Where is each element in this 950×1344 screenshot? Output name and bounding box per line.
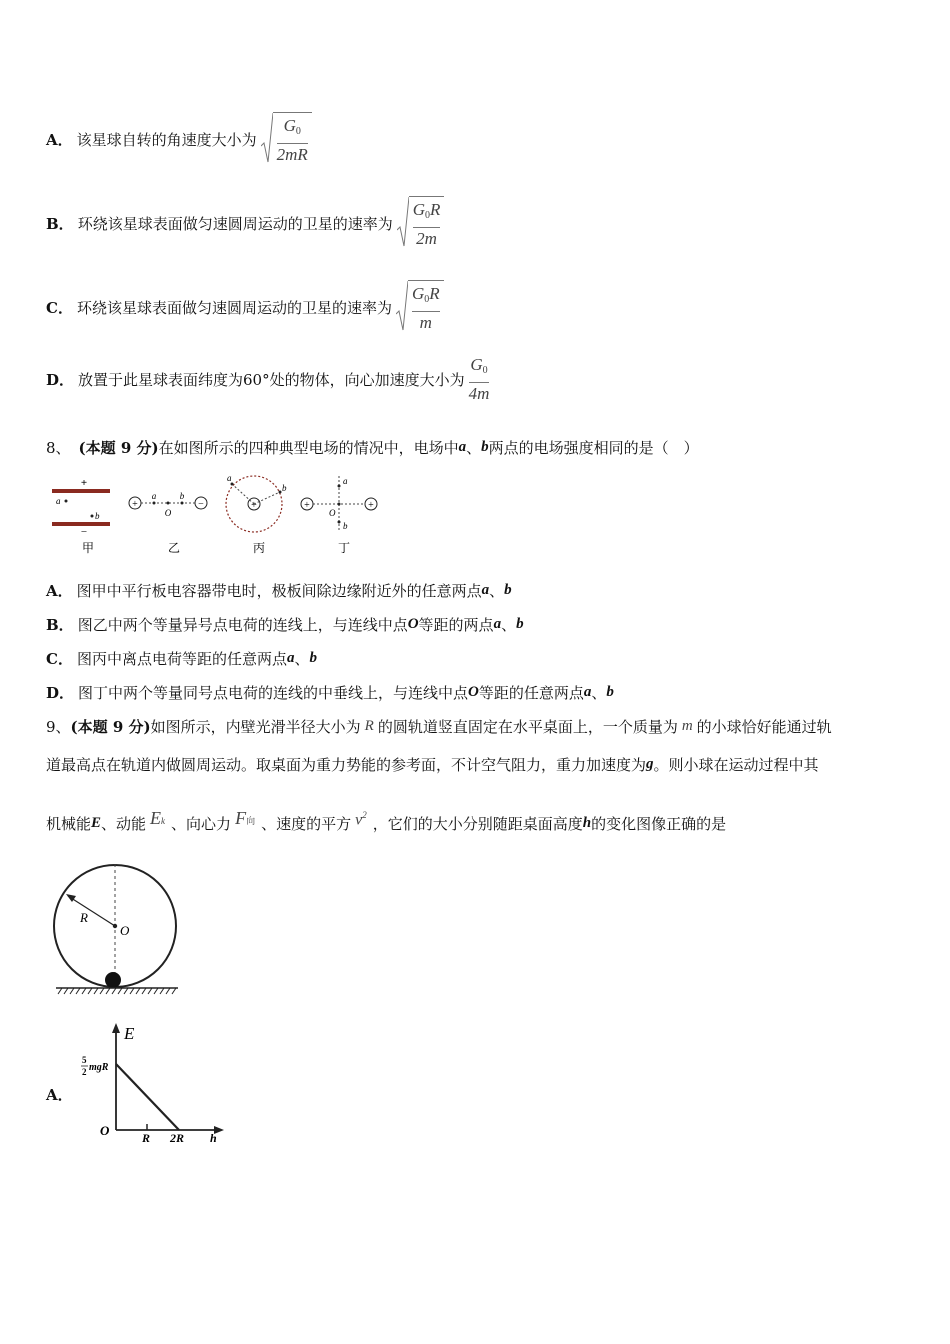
option-text-2: 等距的两点	[418, 616, 494, 634]
minus-sign: −	[80, 526, 88, 538]
numerator: G	[412, 200, 425, 219]
point-b-label: b	[179, 491, 185, 501]
plus-charge: +	[251, 500, 257, 511]
symbol-e: E	[91, 815, 102, 831]
figure-ding	[301, 476, 377, 555]
point-b: b	[481, 439, 489, 455]
denominator: 2mR	[276, 145, 308, 164]
figure-label-yi: 乙	[167, 541, 181, 555]
symbol-r: R	[364, 718, 374, 734]
option-letter: A．	[46, 582, 73, 600]
numerator-tail: R	[429, 200, 441, 219]
minus-charge: −	[198, 499, 204, 510]
point-o-label: O	[329, 508, 336, 518]
q8-stem	[46, 437, 699, 458]
symbol-h: h	[582, 815, 592, 831]
separator: 、	[489, 582, 505, 600]
stem-text: 在如图所示的四种典型电场的情况中，电场中	[158, 439, 459, 457]
option-letter: D．	[46, 371, 75, 389]
question-number: 9、	[46, 718, 71, 736]
point-b-label: b	[343, 521, 348, 531]
stem-text: 、速度的平方	[261, 815, 352, 833]
sqrt-formula	[261, 112, 312, 166]
symbol-ek: Ek	[150, 808, 166, 828]
point-a: a	[458, 439, 467, 455]
subscript: 0	[482, 365, 488, 376]
point-b: b	[309, 650, 317, 666]
point-o-label: O	[164, 508, 172, 518]
stem-text: 。则小球在运动过程中其	[653, 756, 819, 774]
point-a-label: a	[343, 476, 348, 486]
figure-bing	[226, 473, 287, 555]
separator: 、	[466, 439, 482, 457]
point-a: a	[481, 582, 490, 598]
stem-text-end: 两点的电场强度相同的是（ ）	[488, 439, 699, 457]
separator: 、	[501, 616, 517, 634]
q9-stem-line-1	[46, 716, 832, 737]
q8-option-b[interactable]	[46, 614, 524, 635]
point-a: a	[493, 616, 502, 632]
symbol-f: F向	[235, 808, 256, 828]
y-value-denominator: 2	[82, 1067, 87, 1077]
option-text: 图丙中离点电荷等距的任意两点	[76, 650, 287, 668]
figure-label-jia: 甲	[81, 541, 95, 555]
origin-label: O	[100, 1123, 110, 1138]
option-letter: C．	[46, 650, 73, 668]
symbol-v2: $v^2$	[355, 809, 367, 829]
point-b: b	[504, 582, 512, 598]
plus-charge: +	[132, 499, 138, 510]
question-number: 8、	[46, 439, 71, 457]
symbol-g: g	[646, 756, 654, 772]
y-axis-label: E	[124, 1024, 135, 1043]
q8-option-c[interactable]	[46, 648, 317, 669]
figure-label-ding: 丁	[337, 541, 351, 555]
denominator: 2m	[416, 229, 437, 248]
option-text: 环绕该星球表面做匀速圆周运动的卫星的速率为	[76, 298, 392, 317]
q7-option-a[interactable]	[46, 112, 312, 166]
point-b: b	[606, 684, 614, 700]
question-score: (本题 9 分)	[70, 718, 151, 736]
denominator: 4m	[468, 384, 490, 403]
point-a: a	[583, 684, 592, 700]
plus-charge: +	[368, 500, 374, 511]
q9-stem-line-2	[46, 754, 819, 775]
stem-text: 道最高点在轨道内做圆周运动。取桌面为重力势能的参考面，不计空气阻力，重力加速度为	[46, 756, 647, 774]
figure-yi	[129, 491, 207, 555]
q7-option-c[interactable]	[46, 280, 444, 334]
y-value-label: mgR	[89, 1062, 109, 1073]
question-score: (本题 9 分)	[78, 439, 159, 457]
point-o: O	[407, 616, 419, 632]
point-b-label: b	[95, 511, 100, 521]
q7-option-d[interactable]	[46, 354, 489, 405]
separator: 、	[294, 650, 310, 668]
point-o: O	[468, 684, 479, 700]
energy-graph	[72, 1020, 232, 1150]
stem-text: ，它们的大小分别随距桌面高度	[372, 815, 583, 833]
stem-text: 、向心力	[171, 815, 232, 833]
option-text: 图甲中平行板电容器带电时，极板间除边缘附近外的任意两点	[76, 582, 482, 600]
option-text-2: 等距的任意两点	[478, 684, 584, 702]
q8-option-a[interactable]	[46, 580, 512, 601]
point-a-label: a	[56, 496, 61, 506]
option-letter: B．	[46, 214, 74, 233]
numerator: G	[283, 116, 296, 135]
option-letter: D．	[46, 684, 75, 702]
fraction-formula	[469, 354, 490, 405]
numerator: G	[411, 284, 425, 303]
stem-text: 的小球恰好能通过轨	[696, 718, 832, 736]
point-b-label: b	[282, 483, 287, 493]
option-text: 图乙中两个等量异号点电荷的连线上，与连线中点	[77, 616, 408, 634]
q8-option-d[interactable]	[46, 682, 614, 703]
subscript: 0	[424, 294, 430, 305]
q9-stem-line-3	[46, 808, 726, 839]
separator: 、	[591, 684, 607, 702]
figure-jia	[52, 477, 110, 555]
center-label: O	[120, 923, 130, 938]
point-a: a	[286, 650, 295, 666]
x-tick-2r: 2R	[170, 1131, 185, 1145]
sqrt-formula	[397, 196, 445, 250]
stem-text: 如图所示，内壁光滑半径大小为	[150, 718, 361, 736]
option-letter: C．	[46, 298, 73, 317]
x-tick-r: R	[142, 1131, 151, 1145]
circular-track-figure	[50, 858, 185, 998]
numerator: G	[470, 355, 483, 374]
subscript: 0	[295, 126, 301, 137]
stem-text: 的圆轨道竖直固定在水平桌面上，一个质量为	[377, 718, 678, 736]
stem-text: 的变化图像正确的是	[591, 815, 727, 833]
y-value-numerator: 5	[82, 1055, 87, 1065]
option-text: 该星球自转的角速度大小为	[76, 130, 257, 149]
plus-sign: +	[80, 477, 88, 489]
subscript: 0	[424, 210, 430, 221]
x-axis-label: h	[210, 1131, 217, 1145]
numerator-tail: R	[429, 284, 440, 303]
figure-label-bing: 丙	[252, 541, 266, 555]
option-letter: A．	[46, 130, 73, 149]
stem-text: 、动能	[101, 815, 147, 833]
radius-label: R	[80, 910, 88, 925]
point-a-label: a	[151, 491, 157, 501]
point-b: b	[516, 616, 524, 632]
field-figures	[44, 470, 394, 558]
symbol-m: m	[681, 718, 693, 734]
q7-option-b[interactable]	[46, 196, 444, 250]
stem-text: 机械能	[46, 815, 92, 833]
option-letter: B．	[46, 616, 74, 634]
sqrt-formula	[396, 280, 444, 334]
option-text: 环绕该星球表面做匀速圆周运动的卫星的速率为	[77, 214, 393, 233]
denominator: m	[419, 313, 432, 332]
plus-charge: +	[304, 500, 310, 511]
option-text: 图丁中两个等量同号点电荷的连线的中垂线上，与连线中点	[78, 684, 469, 702]
point-a-label: a	[227, 473, 232, 483]
option-text: 放置于此星球表面纬度为60°处的物体，向心加速度大小为	[78, 371, 465, 389]
option-letter: A．	[46, 1086, 73, 1104]
